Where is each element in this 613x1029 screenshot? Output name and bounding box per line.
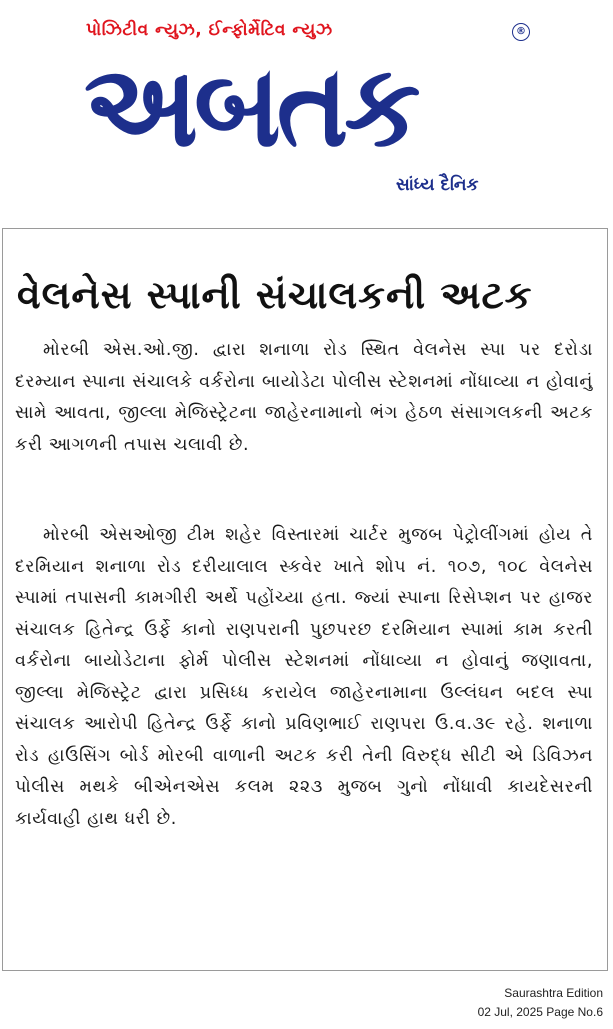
article-headline: વેલનેસ સ્પાની સંચાલકની અટક <box>17 273 533 318</box>
masthead <box>0 0 613 215</box>
news-article <box>2 228 608 971</box>
registered-mark: ® <box>512 23 530 41</box>
newspaper-logo: અબતક <box>84 45 417 169</box>
masthead-tagline: પોઝિટીવ ન્યુઝ, ઈન્ફોર્મેટિવ ન્યુઝ <box>86 20 333 40</box>
article-paragraph: મોરબી એસ.ઓ.જી. દ્વારા શનાળા રોડ સ્થિત વેલનેસ સ્પા પર દરોડા દરમ્યાન સ્પાના સંચાલકે વર્કરોના બાયોડેટા પોલીસ સ્ટેશનમાં નોંધાવ્યા ન હોવાનું સામે આવતા, જીલ્લા મેજિસ્ટ્રેટના જાહેરનામાનો ભંગ હેઠળ સંસાગલકની અટક કરી આગળની તપાસ ચલાવી છે. <box>15 340 593 455</box>
article-paragraph: મોરબી એસઓજી ટીમ શહેર વિસ્તારમાં ચાર્ટર મુજબ પેટ્રોલીંગમાં હોય તે દરમિયાન શનાળા રોડ દરીયાલાલ સ્કવેર ખાતે શોપ નં. ૧૦૭, ૧૦૮ વેલનેસ સ્પામાં તપાસની કામગીરી અર્થે પહોંચ્યા હતા. જ્યાં સ્પાના રિસેપ્શન પર હાજર સંચાલક હિતેન્દ્ર ઉર્ફે કાનો રાણપરાની પુછપરછ દરમિયાન સ્પામાં કામ કરતી વર્કરોના બાયોડેટાના ફોર્મ પોલીસ સ્ટેશનમાં નોંધાવ્યા ન હોવાનું જણાવતા, જીલ્લા મેજિસ્ટ્રેટ દ્વારા પ્રસિધ્ધ કરાયેલ જાહેરનામાના ઉલ્લંઘન બદલ સ્પા સંચાલક આરોપી હિતેન્દ્ર ઉર્ફે કાનો પ્રવિણભાઈ રાણપરા ઉ.વ.૩૯ રહે. શનાળા રોડ હાઉસિંગ બોર્ડ મોરબી વાળાની અટક કરી તેની વિરુદ્ધ સીટી એ ડિવિઝન પોલીસ મથકે બીએનએસ કલમ ૨૨૩ મુજબ ગુનો નોંધાવી કાયદેસરની કાર્યવાહી હાથ ધરી છે. <box>15 525 593 829</box>
date-page-label: 02 Jul, 2025 Page No.6 <box>477 1005 603 1019</box>
edition-label: Saurashtra Edition <box>504 986 603 1000</box>
masthead-subtitle: સાંધ્ય દૈનિક <box>396 175 479 195</box>
page-footer <box>478 984 603 1022</box>
